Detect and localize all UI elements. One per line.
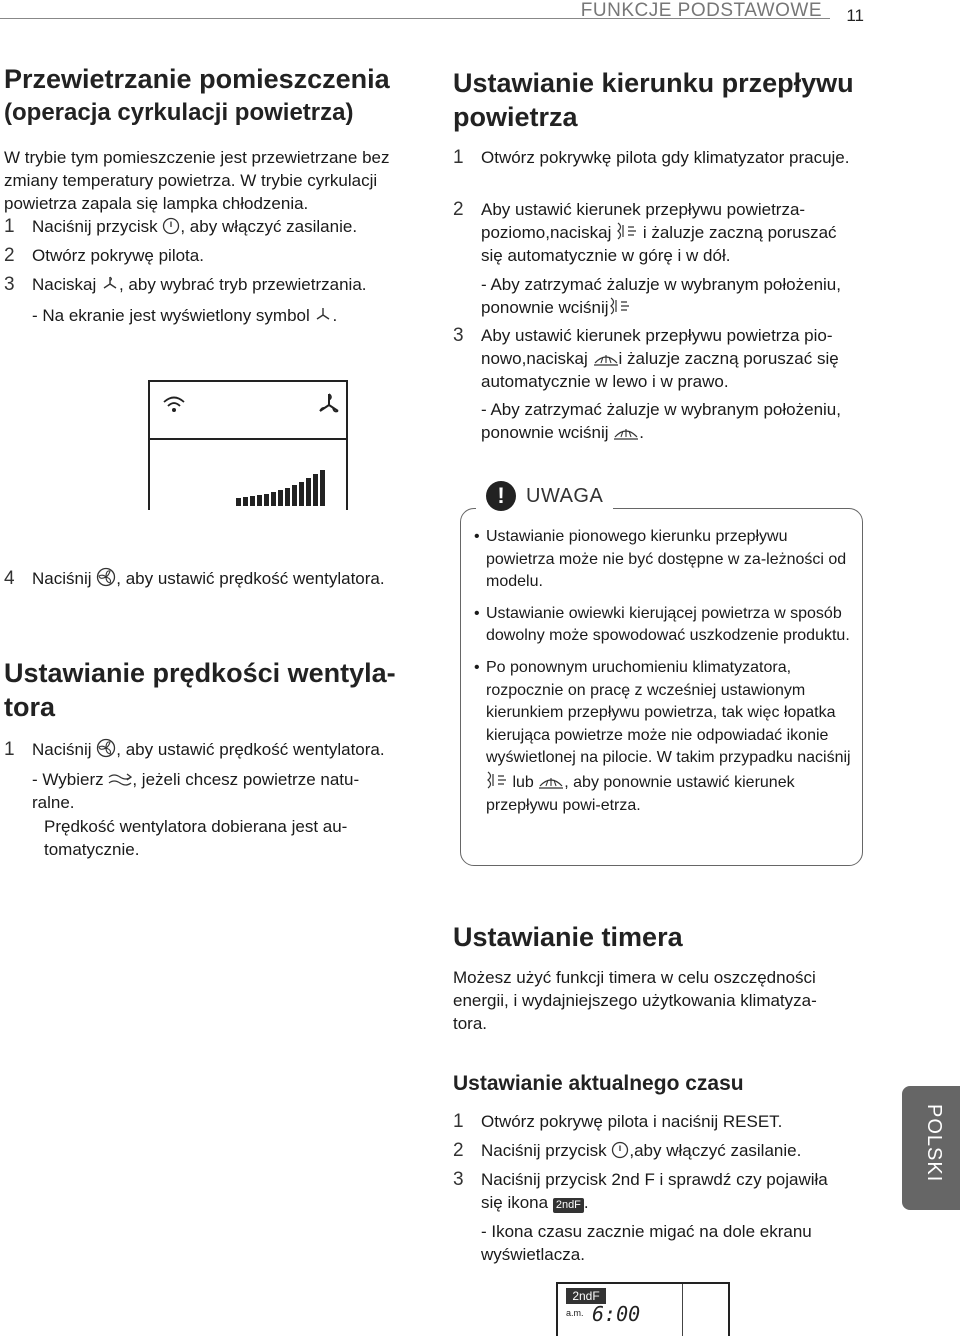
clock-step-1: 1 Otwórz pokrywę pilota i naciśnij RESET.: [453, 1111, 783, 1132]
warning-label: UWAGA: [526, 484, 604, 507]
fan-speed-step-1: 1 Naciśnij , aby ustawić prędkość wentylatora.: [4, 739, 385, 760]
warning-header: [476, 478, 613, 514]
warning-list: [474, 526, 854, 826]
power-icon: [611, 1141, 629, 1159]
ventilation-step-1: 1 Naciśnij przycisk , aby włączyć zasilanie.: [4, 216, 358, 237]
power-icon: [162, 217, 180, 235]
section-title-fan-speed: Ustawianie prędkości wentyla-tora: [4, 658, 396, 722]
section-subtitle-ventilation: (operacja cyrkulacji powietrza): [4, 99, 354, 126]
fan-mode-icon: [314, 306, 332, 324]
ventilation-step-3: 3 Naciskaj , aby wybrać tryb przewietrzania.: [4, 274, 367, 295]
ventilation-intro: W trybie tym pomieszczenie jest przewietrzane bez zmiany temperatury powietrza. W trybie cyrkulacji powietrza zapala się lampka chłodzenia.: [4, 148, 390, 213]
wifi-icon: [162, 394, 186, 414]
lcd-divider: [682, 1284, 683, 1336]
timer-intro: Możesz użyć funkcji timera w celu oszczędności energii, i wydajniejszego użytkowania klimatyza-tora.: [453, 968, 817, 1033]
fan-speed-bars: [236, 468, 338, 508]
page-number: 11: [846, 6, 864, 25]
fan-speed-note-1: - Wybierz , jeżeli chcesz powietrze natu-ralne.: [32, 770, 360, 812]
airflow-step-3: 3 Aby ustawić kierunek przepływu powietrza pio-nowo,naciskaj i żaluzje zaczną poruszać się automatycznie w lewo i w prawo.: [453, 325, 839, 391]
airflow-step-2: 2 Aby ustawić kierunek przepływu powietrza-poziomo,naciskaj i żaluzje zaczną poruszać się automatycznie w górę i w dół.: [453, 199, 837, 265]
swing-horizontal-icon: [593, 351, 619, 367]
fan-mode-icon: [101, 275, 119, 293]
lcd-divider: [150, 438, 346, 440]
section-title-ventilation: Przewietrzanie pomieszczenia: [4, 64, 390, 94]
section-title-airflow-direction: Ustawianie kierunku przepływu powietrza: [453, 68, 854, 132]
airflow-step-2-note: - Aby zatrzymać żaluzje w wybranym położeniu, ponownie wciśnij: [481, 275, 841, 317]
step-number: 1: [4, 216, 15, 237]
swing-horizontal-icon: [538, 774, 564, 790]
swing-vertical-icon: [616, 221, 638, 241]
remote-lcd-display: [148, 380, 348, 510]
warning-item: • Ustawianie owiewki kierującej powietrza w sposób dowolny może spowodować uszkodzenie produktu.: [474, 603, 854, 648]
header-title: FUNKCJE PODSTAWOWE: [580, 0, 822, 21]
clock-step-2: 2 Naciśnij przycisk ,aby włączyć zasilanie.: [453, 1140, 802, 1161]
language-tab-label: POLSKI: [923, 1104, 945, 1183]
section-title-timer: Ustawianie timera: [453, 922, 683, 952]
swing-vertical-icon: [486, 770, 508, 790]
airflow-step-1: 1 Otwórz pokrywkę pilota gdy klimatyzator pracuje.: [453, 147, 850, 168]
ventilation-step-3-note: - Na ekranie jest wyświetlony symbol .: [32, 306, 338, 325]
swing-vertical-icon: [609, 296, 631, 316]
remote-lcd-timer: [556, 1282, 730, 1336]
natural-wind-icon: [108, 772, 132, 788]
lcd-2ndf-indicator: 2ndF: [566, 1288, 606, 1304]
ventilation-step-2: 2 Otwórz pokrywę pilota.: [4, 245, 204, 266]
fan-speed-icon: [96, 738, 116, 758]
warning-item: • Po ponownym uruchomieniu klimatyzatora, rozpocznie on pracę z wcześniej ustawionym kierunkiem przepływu powietrza, tak więc łopatka kierująca powietrze może nie odpowiadać ikonie wyświetlonej na pilocie. W takim przypadku naciśnij lub , aby ponownie ustawić kierunek przepływu powi-etrza.: [474, 657, 854, 817]
fan-speed-note-2: Prędkość wentylatora dobierana jest au-tomatycznie.: [44, 817, 348, 859]
swing-horizontal-icon: [613, 425, 639, 441]
warning-item: • Ustawianie pionowego kierunku przepływu powietrza może nie być dostępne w za-leżności od modelu.: [474, 526, 854, 594]
lcd-am-indicator: a.m.: [566, 1308, 584, 1318]
fan-speed-icon: [96, 567, 116, 587]
fan-mode-icon: [318, 392, 340, 418]
ventilation-step-4: 4 Naciśnij , aby ustawić prędkość wentylatora.: [4, 568, 385, 589]
lcd-time-readout: 6:00: [592, 1302, 641, 1326]
clock-step-3-note: - Ikona czasu zacznie migać na dole ekranu wyświetlacza.: [481, 1222, 812, 1264]
subsection-title-clock: Ustawianie aktualnego czasu: [453, 1072, 744, 1095]
clock-step-3: 3 Naciśnij przycisk 2nd F i sprawdź czy pojawiła się ikona 2ndF .: [453, 1169, 828, 1212]
airflow-step-3-note: - Aby zatrzymać żaluzje w wybranym położeniu, ponownie wciśnij .: [481, 400, 841, 442]
2ndf-icon: 2ndF: [553, 1198, 584, 1213]
warning-icon: !: [486, 481, 516, 511]
